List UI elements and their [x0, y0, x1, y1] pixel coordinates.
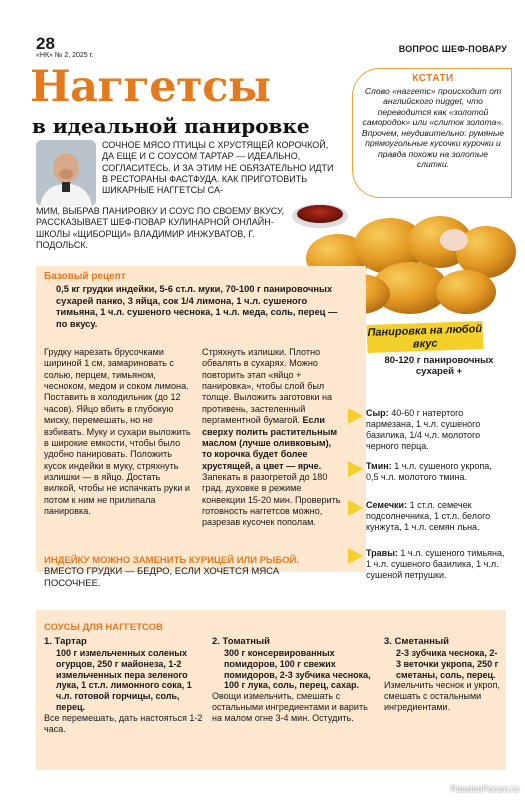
breading-heading: Панировка на любой вкус: [367, 321, 484, 353]
arrow-icon: [348, 461, 363, 477]
sauce-tartar: [44, 636, 204, 735]
recipe-steps-part-b: Запекать в разогретой до 180 град. духовке в режиме конвекции 15-20 мин. Проверить готовность наггетсов можно, разрезав кусочек пополам.: [202, 471, 341, 528]
kstati-box: [352, 68, 512, 198]
variant-text: 1 ч.л. сушеного укропа, 0,5 ч.л. молотого тмина.: [366, 461, 492, 482]
sauce-ingredients: 300 г консервированных помидоров, 100 г свежих помидоров, 2-3 зубчика чеснока, 100 г лука, соль, перец, сахар.: [224, 647, 371, 691]
issue-label: «НК» № 2, 2025 г.: [36, 52, 94, 59]
article-subtitle: в идеальной панировке: [32, 114, 310, 138]
variant-text: 1 ст.л. семечек подсолнечника, 1 ст.л. белого кунжута, 1 ч.л. семян льна.: [366, 500, 491, 532]
recipe-steps-column-1: Грудку нарезать брусочками шириной 1 см, замариновать с солью, перцем, тимьяном, чесноком, медом и соком лимона. Поставить в холодильник (до 12 часов). Яйцо вбить в глубокую миску, перемешать, но не взбивать. Муку и сухари выложить в широкие емкости, чтобы было удобно панировать. Положить кусок индейки в муку, стряхнуть излишки — в яйцо. Достать вилкой, чтобы не испачкать руки и потом к ним не прилипала панировка.: [44, 347, 191, 517]
sauce-ingredients: 2-3 зубчика чеснока, 2-3 веточки укропа, 250 г сметаны, соль, перец.: [396, 647, 499, 680]
article-title: Наггетсы: [30, 62, 271, 112]
variant-name: Сыр:: [366, 408, 389, 418]
sauce-sour-cream: [384, 636, 500, 713]
breading-variant: [366, 548, 506, 581]
page-number: 28: [36, 34, 55, 53]
recipe-tip: [44, 555, 334, 589]
lead-paragraph: СОЧНОЕ МЯСО ПТИЦЫ С ХРУСТЯЩЕЙ КОРОЧКОЙ, ДА ЕЩЕ И С СОУСОМ ТАРТАР — ИДЕАЛЬНО, СОГЛАСИТЕСЬ. И ЗА ЭТИМ НЕ ОБЯЗАТЕЛЬНО ИДТИ В РЕСТОРАНЫ ФАСТФУДА. КАК ПРИГОТОВИТЬ ШИКАРНЫЕ НАГГЕТСЫ СА-: [102, 140, 334, 195]
kstati-heading: КСТАТИ: [412, 73, 454, 84]
watermark: PassionForum.ru: [450, 784, 519, 794]
variant-name: Травы:: [366, 548, 398, 558]
breading-variant: [366, 500, 506, 533]
recipe-steps-column-2: [202, 347, 342, 529]
recipe-ingredients: 0,5 кг грудки индейки, 5-6 ст.л. муки, 70-100 г панировочных сухарей панко, 3 яйца, сок 1/4 лимона, 1 ч.л. сушеного тимьяна, 1 ч.л. сушеного чеснока, 1 ч.л. меда, соль, перец — по вкусу.: [56, 284, 338, 329]
breading-base: 80-120 г панировочных сухарей +: [384, 355, 494, 378]
section-label: ВОПРОС ШЕФ-ПОВАРУ: [398, 44, 507, 54]
sauce-tomato: [212, 636, 372, 724]
sauce-method: Все перемешать, дать настояться 1-2 часа.: [44, 713, 203, 735]
arrow-icon: [348, 500, 363, 516]
chef-photo: [36, 140, 96, 206]
recipe-tip-rest: ВМЕСТО ГРУДКИ — БЕДРО, ЕСЛИ ХОЧЕТСЯ МЯСА ПОСОЧНЕЕ.: [44, 566, 280, 589]
arrow-icon: [348, 548, 363, 564]
variant-name: Семечки:: [366, 500, 408, 510]
sauce-name: 1. Тартар: [44, 636, 87, 647]
sauces-heading: СОУСЫ ДЛЯ НАГГЕТСОВ: [44, 622, 163, 633]
arrow-icon: [348, 408, 363, 424]
variant-text: 40-60 г натертого пармезана, 1 ч.л. сушеного базилика, 1/4 ч.л. молотого черного перца.: [366, 408, 481, 451]
recipe-steps-part-a: Стряхнуть излишки. Плотно обвалять в сухарях. Можно повторить этап «яйцо + панировка», чтобы слой был толще. Выложить заготовки на противень, застеленный пергаментной бумагой.: [202, 347, 333, 426]
sauce-name: 2. Томатный: [212, 636, 270, 647]
variant-name: Тмин:: [366, 461, 392, 471]
recipe-tip-highlight: ИНДЕЙКУ МОЖНО ЗАМЕНИТЬ КУРИЦЕЙ ИЛИ РЫБОЙ.: [44, 555, 300, 566]
recipe-heading: Базовый рецепт: [44, 271, 126, 282]
breading-variant: [366, 461, 506, 483]
sauce-name: 3. Сметанный: [384, 636, 449, 647]
sauce-ingredients: 100 г измельченных соленых огурцов, 250 г майонеза, 1-2 измельченных пера зеленого лука, 1 ст.л. лимонного сока, 1 ч.л. готовой горчицы, соль, перец.: [56, 647, 192, 713]
sauce-method: Измельчить чеснок и укроп, смешать с остальными ингредиентами.: [384, 680, 500, 713]
breading-variant: [366, 408, 506, 452]
sauce-method: Овощи измельчить, смешать с остальными ингредиентами и варить на малом огне 3-4 мин. Остудить.: [212, 691, 368, 724]
lead-paragraph-continued: МИМ, ВЫБРАВ ПАНИРОВКУ И СОУС ПО СВОЕМУ ВКУСУ, РАССКАЗЫВАЕТ ШЕФ-ПОВАР КУЛИНАРНОЙ ОНЛАЙН-ШКОЛЫ «ЩИБОРЩИ» ВЛАДИМИР ИНЖУВАТОВ, Г. ПОДОЛЬСК.: [36, 206, 285, 250]
kstati-text: Слово «наггетс» происходит от английского nugget, что переводится как «золотой самородок» или «слиток золота». Впрочем, неудивительно: румяные прямоугольные кусочки курочки и правда похожи на золотые слитки.: [361, 86, 505, 170]
variant-text: 1 ч.л. сушеного тимьяна, 1 ч.л. сушеного базилика, 1 ч.л. сушеной петрушки.: [366, 548, 505, 580]
recipe-steps-highlight: Если сверху полить растительным маслом (лучше оливковым), то корочка будет более хрустящей, а цвет — ярче.: [202, 415, 338, 471]
